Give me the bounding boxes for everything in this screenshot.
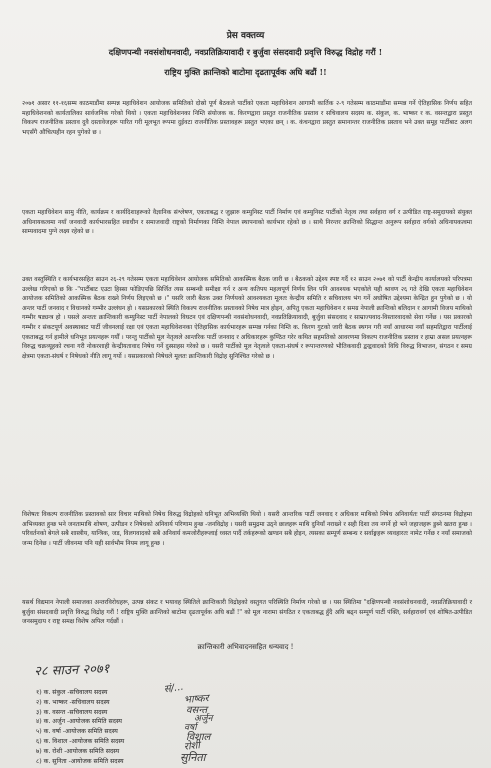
signatory-list: [36, 681, 286, 766]
handwritten-signature: सुनिता: [180, 750, 206, 764]
handwritten-signature: रोशी: [183, 739, 201, 753]
signatory-row: [36, 681, 286, 698]
signatory-row: [36, 723, 286, 737]
signatory-label: ८) क. सुनिता -आयोजक समिति सदस्य: [36, 757, 124, 765]
signatory-label: ७) क. रोशी -आयोजक समिति सदस्य: [36, 747, 120, 755]
closing-line: क्रान्तिकारी अभिवादनसहित धन्यवाद !: [197, 643, 294, 651]
paragraph-3: उक्त वस्तुस्थिति र कार्यभारसहित साउन २६-२९ गतेसम्म एकता महाधिवेशन आयोजक समितिको आकस्मिक बैठक जारी छ । बैठकको उद्देश्य स्पष्ट गर्दै १२ साउन २०७१ को पार्टी केन्द्रीय कार्यालयको परिपत्रमा उल्लेख गरिएको छ कि -"पार्टीबाट एउटा हिस्सा फोडिएपछि सिर्जित त्यस सम्बन्धी समीक्षा गर्न र अन्य कतिपय महत्वपूर्ण निर्णय लिन पनि आवश्यक भएकोले यही श्रावण २६ गते देखि एकता महाधिवेशन आयोजक समितिको आकस्मिक बैठक राख्ने निर्णय लिइएको छ ।" यसरि जारी बैठक उक्त निर्णयको आवश्यकता मूलतः केन्द्रीय समिति र सचिवालय भंग गर्ने अघोषित उद्देश्यमा केन्द्रित हुन पुगेको छ । यो अन्तर पार्टी जनवाद र विधानको गम्भीर उल्लंघन हो । यसप्रकारको स्थिति विकल्प राजनीतिक प्रस्तावको निषेध मात्र होइन, अपितु एकता महाधिवेशन र समग्र नेपाली क्रान्तिको बलिदान र आगामी विजय माथिको गम्भीर षड्यन्त्र हो । यसले अन्ततः क्रान्तिकारी कम्युनिस्ट पार्टी नेपालको विघटन एवं दक्षिणपन्थी नवसंशोधनवादी, नवप्रतिक्रियावादी, बुर्जुवा संसदवाद र साम्राज्यवाद-विस्तारवादको सेवा गर्नेछ । यस प्रकारको गम्भीर र संकटपूर्ण अवस्थाबाट पार्टी जीवनलाई रक्षा एवं एकता महाधिवेशनका ऐतिहासिक कार्यभारहरू सम्पन्न गर्नका निम्ति क. किरण गुटको जारी बैठक स्थगन गरी नयाँ आधारमा नयाँ सहमतिद्वारा पार्टीलाई एकताबद्ध गर्न हामीले धनिभूत प्रयत्नहरू गर्यौं । परन्तु पार्टीको मूल नेतृत्वले आन्तरिक पार्टी जनवाद र अधिकारहरू कुण्ठित गरेर कथित सहमतिको आवरणमा विकल्प राजनीतिक प्रस्ताव र हाम्रा असल प्रयत्नहरू विरुद्ध चक्रव्यूहको रचना गरी नोकरशाही केन्द्रीयतावाद निषेध गर्ने दुस्साहस गरेको छ । यसरी पार्टीको मूल नेतृत्वले एकता-संघर्ष र रूपान्तरणको भौतिकवादी द्वन्द्ववादको विधि विरुद्ध विभाजन, संगठन र समग्र क्षेत्रमा एकता-संघर्ष र निषेधको नीति लागू गर्यो । यसप्रकारको निषेधले मूलतः क्रान्तिकारी विद्रोह सुनिश्चित गरेको छ ।: [22, 276, 472, 360]
paragraph-2: एकता महाधिवेशन सामु नीति, कार्यक्रम र कार्यदिशाहरूको वैज्ञानिक संश्लेषण, एकताबद्ध र जुझारु कम्युनिस्ट पार्टी निर्माण एवं कम्युनिस्ट पार्टीको नेतृत्व तथा सर्वहारा वर्ग र उत्पीडित राष्ट्र-समुदायको संयुक्त अधिनायकत्वमा नयाँ जनवादी कार्यभारसहित स्वाधीन र समाजवादी राष्ट्रको निर्माणका निम्ति नेपाल स्थापनाको कार्यभार रहेको छ । साथै निरन्तर क्रान्तिको सिद्धान्त अनुरूप सर्वहारा वर्गको अधिनायकत्वमा साम्यवादमा पुग्ने लक्ष्य रहेको छ ।: [22, 209, 472, 236]
press-statement-heading: प्रेस वक्तव्य: [226, 31, 265, 41]
paragraph-4: विशेषतः विकल्प राजनीतिक प्रस्तावको सार विचार माथिको निषेध विरुद्ध विद्रोहको घनिभूत अभिव्यक्ति थियो । यसरी आन्तरिक पार्टी जनवाद र अधिकार माथिको निषेध अनिवार्यतः पार्टी संगठनमा विद्रोहमा अभिव्यक्त हुन्छ भने जनतामाथि शोषण, उत्पीडन र निषेधको अनिवार्य परिणाम हुन्छ -जनविद्रोह । यसरी समुद्रमा उठ्ने छालहरू माथि दुनियाँ नराख्ने र सही दिशा तय नगर्ने हो भने जहाजहरू डुब्ने खतरा हुन्छ । परिवर्तनको बेगले सबै शास्त्रीय, यान्त्रिक, जड, विलगवादको सबै अनिवार्य कमजोरीहरूलाई ध्वस्त पार्दै तर्कहरूको खण्डन सबै होइन, त्यसका सम्पूर्ण सम्बन्ध र सर्वाङ्गहरू व्यवहारतः नामेट गर्नेछ र नयाँ समाजको जन्म दिनेछ । पार्टी जीवनमा पनि यही सार्वभौम नियम लागू हुन्छ ।: [22, 511, 472, 547]
paragraph-1: २०७१ असार ११-१६सम्म काठमाडौंमा सम्पन्न महाधिवेशन आयोजक समितिको दोस्रो पूर्ण बैठकले पार्टीको एकता महाधिवेशन आगामी कार्तिक २-९ गतेसम्म काठमाडौंमा सम्पन्न गर्ने ऐतिहासिक निर्णय सहित महाधिवेशनको कार्यतालिका सार्वजनिक गरेको थियो । एकता महाधिवेशनका निम्ति संयोजक क. किरणद्वारा प्रस्तुत राजनीतिक प्रस्ताव र सचिवालय सदस्य क. संकुल, क. भाष्कर र क. वसन्तद्वारा प्रस्तुत विकल्प राजनीतिक प्रस्ताव दुवै दस्तावेजहरू पारित गरी मूलभूत रूपमा दुईवटा राजनीतिक प्रस्तावहरू प्रस्तुत भएका छन् । क. कंचनद्वारा प्रस्तुत समानान्तर राजनीतिक प्रस्ताव भने उक्त समूह पार्टीबाट अलग भएसँगै औचित्यहीन रहन पुगेको छ ।: [22, 100, 472, 136]
signatory-label: १) क. संकुल -सचिवालय सदस्य: [36, 689, 108, 696]
handwritten-signature: वर्षा: [184, 723, 197, 734]
signatory-label: ६) क. विशाल -आयोजक समिति सदस्य: [36, 737, 125, 745]
signatory-row: [36, 714, 286, 727]
handwritten-date: २८ साउन २०७१: [33, 661, 110, 680]
document-slogan: राष्ट्रिय मुक्ति क्रान्तिको बाटोमा दृढतापूर्वक अघि बढौं !!: [164, 67, 327, 77]
signatory-label: २) क. भाष्कर -सचिवालय सदस्य: [36, 698, 110, 706]
handwritten-signature: वसन्त: [186, 704, 208, 716]
handwritten-signature: विशाल: [186, 731, 211, 743]
signatory-label: ४) क. अर्जुन -आयोजक समिति सदस्य: [36, 718, 122, 726]
signatory-row: [36, 704, 286, 718]
signatory-label: ३) क. वसन्त -सचिवालय सदस्य: [36, 708, 108, 716]
handwritten-signature: भाष्कर: [183, 692, 210, 706]
paragraph-5: यसर्थ विद्यमान नेपाली समाजका अन्तरविरोधहरू, उत्पन्न संकट र भयावह स्थितिले क्रान्तिकारी विद्रोहको वस्तुगत परिस्थिति निर्माण गरेको छ । यस स्थितिमा "दक्षिणपन्थी नवसंशोधनवादी, नवप्रतिक्रियावादी र बुर्जुवा संसदवादी प्रवृत्ति विरुद्ध विद्रोह गरौं ! राष्ट्रिय मुक्ति क्रान्तिको बाटोमा दृढतापूर्वक अघि बढौं !" को मूल नारामा संगठित र एकताबद्ध हुँदै अघि बढ्न सम्पूर्ण पार्टी पंक्ति, सर्वहारावर्ग एवं शोषित-उत्पीडित जनसमुदाय र राष्ट्र समक्ष विशेष अपिल गर्दछौं ।: [22, 599, 472, 626]
handwritten-signature: सं/...: [163, 681, 185, 696]
document-title: दक्षिणपन्थी नवसंशोधनवादी, नवप्रतिक्रियावादी र बुर्जुवा संसदवादी प्रवृत्ति विरुद्ध विद्रोह गरौं !: [108, 47, 383, 57]
handwritten-signature: अर्जुन: [194, 714, 213, 725]
signatory-label: ५) क. वर्षा -आयोजक समिति सदस्य: [36, 728, 118, 736]
